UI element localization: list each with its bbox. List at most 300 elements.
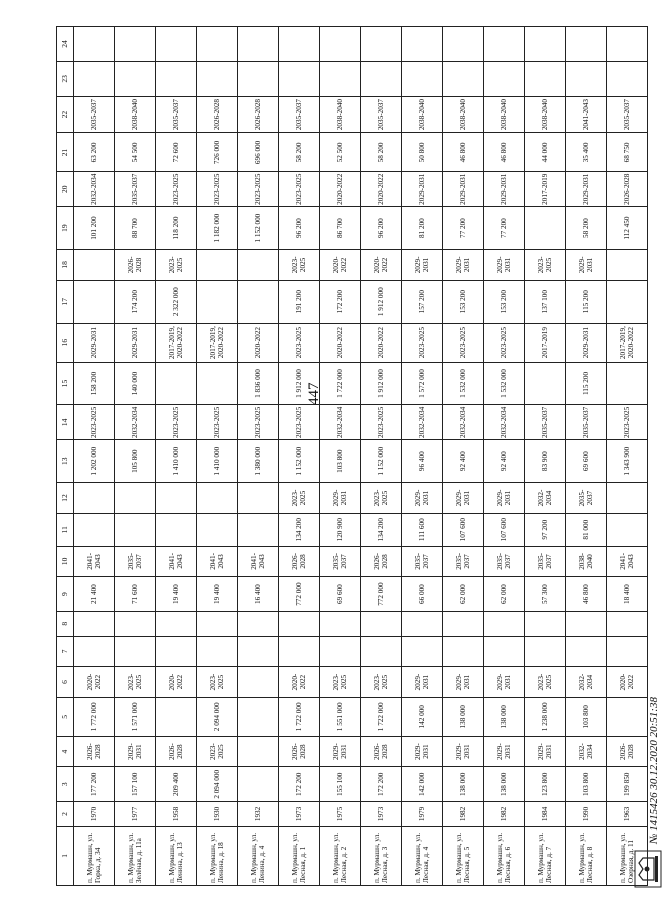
column-header: 7 [57, 636, 74, 667]
table-cell: 2023-2025 [361, 667, 402, 698]
table-cell: 1 722 000 [361, 697, 402, 736]
table-cell [566, 61, 607, 96]
table-cell: 177 200 [74, 767, 115, 802]
column-header: 14 [57, 405, 74, 440]
table-cell [525, 61, 566, 96]
table-cell: 2029-2031 [402, 667, 443, 698]
table-cell: 2029-2031 [115, 736, 156, 767]
table-cell [156, 636, 197, 667]
column-header: 2 [57, 802, 74, 827]
table-cell [238, 636, 279, 667]
table-cell: 1 836 000 [238, 362, 279, 405]
table-cell: 2038-2040 [320, 96, 361, 133]
table-header-row [57, 27, 74, 886]
table-cell: 2035-2037 [443, 546, 484, 577]
table-cell: 2029-2031 [402, 172, 443, 207]
table-cell: 2041-2043 [566, 96, 607, 133]
table-cell [566, 27, 607, 62]
table-cell [443, 61, 484, 96]
column-header: 20 [57, 172, 74, 207]
table-cell [279, 636, 320, 667]
address-cell: п. Мурмашн, ул. Лесная, д. 4 [402, 826, 443, 885]
table-cell: 1982 [443, 802, 484, 827]
table-cell: 2026-2028 [197, 96, 238, 133]
table-cell [74, 483, 115, 514]
table-cell [115, 483, 156, 514]
table-cell [115, 27, 156, 62]
table-cell: 138 000 [484, 767, 525, 802]
table-cell: 2029-2031 [115, 323, 156, 362]
table-cell: 2023-2025 [279, 483, 320, 514]
table-cell: 1982 [484, 802, 525, 827]
table-cell [74, 612, 115, 637]
table-cell: 46 800 [566, 577, 607, 612]
table-cell [115, 61, 156, 96]
table-cell: 2020-2022 [320, 323, 361, 362]
table-cell: 1 572 000 [402, 362, 443, 405]
table-cell: 2029-2031 [402, 483, 443, 514]
table-cell: 2020-2022 [238, 323, 279, 362]
table-cell: 1 410 000 [156, 440, 197, 483]
table-cell [443, 636, 484, 667]
table-cell: 2023-2025 [74, 405, 115, 440]
table-cell: 2041-2043 [197, 546, 238, 577]
table-cell: 2017-2019, 2020-2022 [156, 323, 197, 362]
table-cell: 209 400 [156, 767, 197, 802]
table-cell [74, 513, 115, 546]
table-cell: 1 912 000 [361, 362, 402, 405]
table-cell: 199 850 [607, 767, 648, 802]
table-cell [156, 27, 197, 62]
table-cell: 153 200 [484, 280, 525, 323]
table-cell [197, 280, 238, 323]
table-cell: 2026-2028 [279, 736, 320, 767]
table-row [279, 27, 320, 886]
table-cell [402, 27, 443, 62]
table-cell [320, 636, 361, 667]
table-cell [197, 612, 238, 637]
table-cell: 107 600 [484, 513, 525, 546]
column-header: 1 [57, 826, 74, 885]
table-cell: 50 800 [402, 133, 443, 172]
table-cell: 142 000 [402, 697, 443, 736]
table-cell [402, 612, 443, 637]
table-cell: 2023-2025 [238, 172, 279, 207]
document-id-timestamp: № 1415426 30.12.2020 20:51:38 [648, 697, 660, 844]
table-cell: 2020-2022 [361, 172, 402, 207]
table-cell: 2041-2043 [607, 546, 648, 577]
column-header: 17 [57, 280, 74, 323]
table-cell: 2035-2037 [279, 96, 320, 133]
table-cell: 1 152 000 [361, 440, 402, 483]
table-cell: 2035-2037 [74, 96, 115, 133]
table-cell: 68 750 [607, 133, 648, 172]
table-cell: 2032-2034 [115, 405, 156, 440]
table-cell: 72 600 [156, 133, 197, 172]
table-cell: 86 700 [320, 207, 361, 250]
table-cell [361, 27, 402, 62]
column-header: 22 [57, 96, 74, 133]
table-cell: 2023-2025 [197, 667, 238, 698]
address-cell: п. Мурмашн, ул. Лесная, д. 5 [443, 826, 484, 885]
table-cell: 46 800 [443, 133, 484, 172]
column-header: 13 [57, 440, 74, 483]
table-cell: 1 772 000 [74, 697, 115, 736]
table-cell: 2032-2034 [320, 405, 361, 440]
table-cell: 2023-2025 [156, 405, 197, 440]
table-cell [238, 250, 279, 281]
table-cell: 1 722 000 [320, 362, 361, 405]
table-cell: 118 200 [156, 207, 197, 250]
table-cell: 142 000 [402, 767, 443, 802]
table-cell: 103 800 [566, 767, 607, 802]
table-cell: 2038-2040 [443, 96, 484, 133]
table-cell: 2029-2031 [443, 667, 484, 698]
table-cell: 112 450 [607, 207, 648, 250]
table-cell: 134 200 [279, 513, 320, 546]
table-cell: 71 600 [115, 577, 156, 612]
table-cell [156, 61, 197, 96]
table-cell [484, 612, 525, 637]
table-cell: 1 152 000 [238, 207, 279, 250]
table-cell [320, 27, 361, 62]
table-cell: 1 722 000 [279, 697, 320, 736]
table-cell: 66 000 [402, 577, 443, 612]
table-cell: 123 800 [525, 767, 566, 802]
table-cell: 2038-2040 [115, 96, 156, 133]
table-cell: 52 500 [320, 133, 361, 172]
table-cell [74, 27, 115, 62]
table-cell: 2020-2022 [279, 667, 320, 698]
table-cell: 1977 [115, 802, 156, 827]
table-cell: 2035-2037 [525, 405, 566, 440]
table-cell: 2026-2028 [115, 250, 156, 281]
table-cell: 2023-2025 [484, 323, 525, 362]
table-cell: 2029-2031 [443, 250, 484, 281]
table-row [525, 27, 566, 886]
address-cell: п. Мурмашн, ул. Горка, д. 34 [74, 826, 115, 885]
column-header: 11 [57, 513, 74, 546]
table-cell: 155 100 [320, 767, 361, 802]
column-header: 12 [57, 483, 74, 514]
table-cell: 62 000 [484, 577, 525, 612]
table-cell: 1 912 000 [279, 362, 320, 405]
table-cell: 2026-2028 [238, 96, 279, 133]
table-cell [238, 667, 279, 698]
column-header: 6 [57, 667, 74, 698]
table-cell: 2041-2043 [156, 546, 197, 577]
table-cell [197, 27, 238, 62]
table-cell: 2038-2040 [484, 96, 525, 133]
table-cell: 2017-2019 [525, 172, 566, 207]
table-cell: 1930 [197, 802, 238, 827]
table-cell: 2041-2043 [74, 546, 115, 577]
table-cell: 2035-2037 [320, 546, 361, 577]
table-cell: 92 400 [443, 440, 484, 483]
table-cell: 62 000 [443, 577, 484, 612]
address-cell: п. Мурмашн, ул. Озерная, д. 11 [607, 826, 648, 885]
table-cell: 1 912 000 [361, 280, 402, 323]
table-cell: 1 238 000 [525, 697, 566, 736]
table-cell: 1 532 000 [484, 362, 525, 405]
table-row [74, 27, 115, 886]
table-cell: 1 343 900 [607, 440, 648, 483]
table-cell: 1 551 000 [320, 697, 361, 736]
table-cell [525, 612, 566, 637]
table-cell [238, 280, 279, 323]
table-cell: 44 000 [525, 133, 566, 172]
column-header: 5 [57, 697, 74, 736]
column-header: 15 [57, 362, 74, 405]
table-cell: 2032-2034 [566, 667, 607, 698]
table-cell: 2023-2025 [443, 323, 484, 362]
table-cell: 2023-2025 [279, 250, 320, 281]
table-cell: 2023-2025 [279, 323, 320, 362]
table-cell: 54 500 [115, 133, 156, 172]
table-cell: 111 600 [402, 513, 443, 546]
table-row [115, 27, 156, 886]
table-cell [197, 61, 238, 96]
table-cell: 2023-2025 [320, 667, 361, 698]
table-cell [525, 636, 566, 667]
table-cell: 120 900 [320, 513, 361, 546]
table-cell: 58 200 [566, 207, 607, 250]
table-cell: 2023-2025 [525, 667, 566, 698]
table-cell: 2035-2037 [525, 546, 566, 577]
table-cell: 2032-2034 [484, 405, 525, 440]
table-cell: 103 800 [320, 440, 361, 483]
table-cell: 2038-2040 [525, 96, 566, 133]
table-cell: 88 700 [115, 207, 156, 250]
table-cell: 2026-2028 [279, 546, 320, 577]
column-header: 4 [57, 736, 74, 767]
table-cell [361, 636, 402, 667]
table-cell: 2029-2031 [525, 736, 566, 767]
table-cell: 140 000 [115, 362, 156, 405]
table-cell: 2026-2028 [361, 546, 402, 577]
table-cell: 2035-2037 [607, 96, 648, 133]
table-cell: 101 200 [74, 207, 115, 250]
table-cell: 96 200 [361, 207, 402, 250]
table-cell: 35 400 [566, 133, 607, 172]
table-cell: 2035-2037 [402, 546, 443, 577]
address-cell: п. Мурмашн, ул. Ленина, д. 4 [238, 826, 279, 885]
table-cell: 2 094 000 [197, 697, 238, 736]
table-cell: 2020-2022 [607, 667, 648, 698]
table-cell [238, 483, 279, 514]
table-cell [197, 636, 238, 667]
column-header: 9 [57, 577, 74, 612]
table-row [197, 27, 238, 886]
table-row [443, 27, 484, 886]
table-cell: 1 380 000 [238, 440, 279, 483]
table-cell [74, 61, 115, 96]
table-cell: 103 800 [566, 697, 607, 736]
table-cell: 726 000 [197, 133, 238, 172]
table-cell: 115 200 [566, 280, 607, 323]
column-header: 10 [57, 546, 74, 577]
table-cell [361, 612, 402, 637]
table-cell [525, 27, 566, 62]
table-cell [484, 61, 525, 96]
table-cell: 69 600 [320, 577, 361, 612]
table-cell: 2023-2025 [525, 250, 566, 281]
table-cell: 1973 [279, 802, 320, 827]
table-cell: 2029-2031 [566, 323, 607, 362]
table-cell: 46 800 [484, 133, 525, 172]
table-cell: 2032-2034 [566, 736, 607, 767]
table-cell [279, 61, 320, 96]
table-cell: 97 200 [525, 513, 566, 546]
table-cell: 58 200 [279, 133, 320, 172]
table-cell: 174 200 [115, 280, 156, 323]
table-cell: 2032-2034 [74, 172, 115, 207]
table-cell: 157 200 [402, 280, 443, 323]
table-cell [238, 61, 279, 96]
table-cell: 18 400 [607, 577, 648, 612]
crest-stamp-icon [634, 850, 662, 888]
table-cell [156, 612, 197, 637]
table-cell: 2017-2019, 2020-2022 [197, 323, 238, 362]
table-cell: 2026-2028 [74, 736, 115, 767]
table-cell: 2023-2025 [197, 405, 238, 440]
table-cell: 696 000 [238, 133, 279, 172]
table-cell: 1973 [361, 802, 402, 827]
table-cell: 2035-2037 [361, 96, 402, 133]
table-row [484, 27, 525, 886]
table-cell [238, 27, 279, 62]
table-cell [74, 280, 115, 323]
table-cell [115, 513, 156, 546]
rotated-table-sheet [56, 26, 660, 886]
document-footer [631, 28, 671, 888]
table-cell: 158 200 [74, 362, 115, 405]
table-cell: 1990 [566, 802, 607, 827]
table-cell: 19 400 [197, 577, 238, 612]
table-cell: 1 202 000 [74, 440, 115, 483]
table-cell: 191 200 [279, 280, 320, 323]
table-cell [238, 612, 279, 637]
column-header: 19 [57, 207, 74, 250]
table-cell: 2029-2031 [74, 323, 115, 362]
table-cell: 2020-2022 [74, 667, 115, 698]
table-row [566, 27, 607, 886]
table-cell: 2029-2031 [320, 483, 361, 514]
table-cell: 2023-2025 [156, 250, 197, 281]
table-cell: 138 000 [443, 767, 484, 802]
table-cell: 1 152 000 [279, 440, 320, 483]
table-cell: 2032-2034 [402, 405, 443, 440]
table-cell: 2020-2022 [320, 250, 361, 281]
table-cell [361, 61, 402, 96]
table-cell: 772 000 [279, 577, 320, 612]
column-header: 8 [57, 612, 74, 637]
table-cell [197, 250, 238, 281]
table-cell: 19 400 [156, 577, 197, 612]
table-cell: 138 000 [443, 697, 484, 736]
table-row [320, 27, 361, 886]
table-cell: 172 200 [361, 767, 402, 802]
table-cell: 2029-2031 [484, 172, 525, 207]
table-cell: 2020-2022 [156, 667, 197, 698]
table-cell: 172 200 [320, 280, 361, 323]
table-cell: 2023-2025 [197, 172, 238, 207]
address-cell: п. Мурмашн, ул. Лесная, д. 6 [484, 826, 525, 885]
table-cell [484, 27, 525, 62]
address-cell: п. Мурмашн, ул. Ленина, д. 13 [156, 826, 197, 885]
table-cell: 2035-2037 [566, 405, 607, 440]
table-cell [238, 736, 279, 767]
table-cell: 1984 [525, 802, 566, 827]
table-cell [443, 27, 484, 62]
column-header: 24 [57, 27, 74, 62]
table-cell: 172 200 [279, 767, 320, 802]
column-header: 18 [57, 250, 74, 281]
table-cell: 157 100 [115, 767, 156, 802]
table-cell [279, 27, 320, 62]
table-cell [197, 483, 238, 514]
column-header: 16 [57, 323, 74, 362]
table-cell [156, 362, 197, 405]
table-cell: 2029-2031 [484, 667, 525, 698]
table-cell: 2029-2031 [402, 250, 443, 281]
table-cell [320, 61, 361, 96]
table-cell [238, 513, 279, 546]
table-cell [156, 513, 197, 546]
table-cell [402, 636, 443, 667]
table-cell: 69 600 [566, 440, 607, 483]
address-cell: п. Мурмашн, ул. Лесная, д. 8 [566, 826, 607, 885]
table-cell: 2026-2028 [607, 736, 648, 767]
table-cell: 83 900 [525, 440, 566, 483]
table-cell: 2035-2037 [566, 483, 607, 514]
table-cell: 137 100 [525, 280, 566, 323]
address-cell: п. Мурмашн, ул. Лесная, д. 2 [320, 826, 361, 885]
table-row [238, 27, 279, 886]
address-cell: п. Мурмашн, ул. Лесная, д. 7 [525, 826, 566, 885]
table-cell: 58 200 [361, 133, 402, 172]
table-cell [525, 207, 566, 250]
table-row [402, 27, 443, 886]
table-cell: 2017-2019 [525, 323, 566, 362]
address-cell: п. Мурмашн, ул. Ленина, д. 18 [197, 826, 238, 885]
table-cell: 772 000 [361, 577, 402, 612]
table-cell: 2032-2034 [443, 405, 484, 440]
table-cell: 2029-2031 [443, 483, 484, 514]
table-cell: 1 182 000 [197, 207, 238, 250]
table-cell: 21 400 [74, 577, 115, 612]
table-cell: 2035-2037 [115, 172, 156, 207]
table-cell [74, 636, 115, 667]
table-row [361, 27, 402, 886]
table-cell: 2 094 000 [197, 767, 238, 802]
table-cell: 1 410 000 [197, 440, 238, 483]
table-cell: 57 300 [525, 577, 566, 612]
table-cell: 77 200 [484, 207, 525, 250]
table-cell [197, 513, 238, 546]
table-cell: 2029-2031 [484, 736, 525, 767]
table-cell: 1958 [156, 802, 197, 827]
table-cell: 16 400 [238, 577, 279, 612]
table-cell: 92 400 [484, 440, 525, 483]
table-cell [484, 636, 525, 667]
table-cell [238, 697, 279, 736]
table-cell: 2029-2031 [402, 736, 443, 767]
table-cell: 2020-2022 [361, 323, 402, 362]
capital-repair-table [56, 26, 648, 886]
table-cell [566, 636, 607, 667]
table-cell [443, 612, 484, 637]
